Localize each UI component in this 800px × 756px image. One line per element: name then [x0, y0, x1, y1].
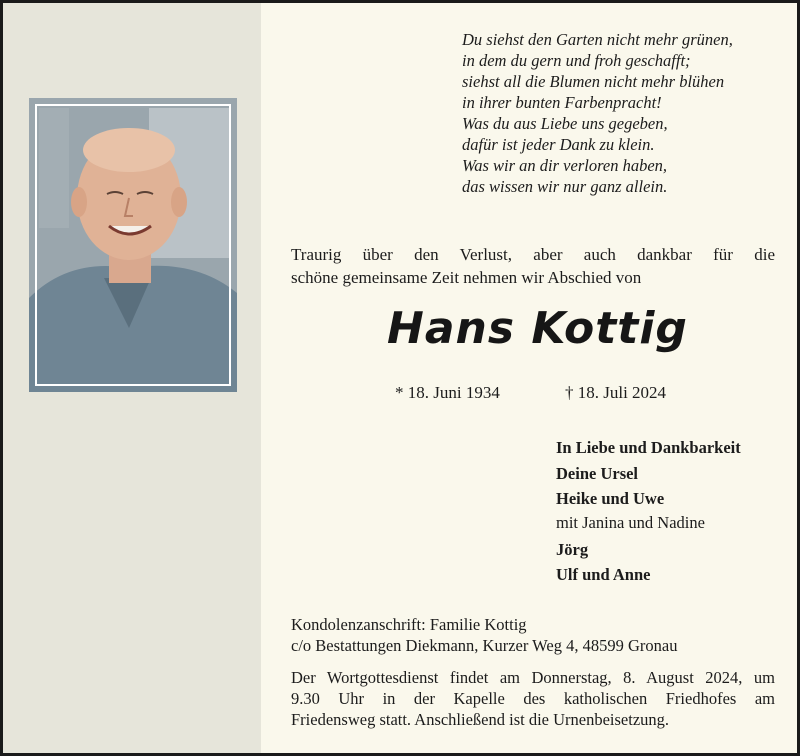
poem-line: Was du aus Liebe uns gegeben,: [462, 114, 668, 133]
poem-line: das wissen wir nur ganz allein.: [462, 177, 668, 196]
poem-line: Was wir an dir verloren haben,: [462, 156, 668, 175]
intro-text: [291, 243, 775, 289]
contact-line: Kondolenzanschrift: Familie Kottig: [291, 615, 527, 634]
intro-line: Traurig über den Verlust, aber auch dankbar für die: [291, 245, 775, 264]
family-member: Ulf und Anne: [556, 565, 651, 584]
poem-line: dafür ist jeder Dank zu klein.: [462, 135, 655, 154]
family-heading: In Liebe und Dankbarkeit: [556, 438, 741, 457]
photo-frame-border: [35, 104, 231, 386]
family-member: Heike und Uwe: [556, 489, 665, 508]
death-date: † 18. Juli 2024: [565, 383, 667, 402]
family-member: Jörg: [556, 539, 589, 559]
poem: [462, 29, 782, 197]
condolence-address: [291, 614, 775, 656]
family-member-sub: mit Janina und Nadine: [556, 512, 705, 532]
deceased-name: Hans Kottig: [387, 303, 688, 354]
poem-line: in ihrer bunten Farbenpracht!: [462, 93, 662, 112]
poem-line: siehst all die Blumen nicht mehr blühen: [462, 72, 725, 91]
poem-line: Du siehst den Garten nicht mehr grünen,: [462, 30, 733, 49]
contact-line: c/o Bestattungen Diekmann, Kurzer Weg 4, 48599 Gronau: [291, 636, 678, 655]
poem-line: in dem du gern und froh geschafft;: [462, 51, 691, 70]
family-signatures: [556, 435, 786, 588]
family-member: Deine Ursel: [556, 463, 639, 483]
service-line: Der Wortgottesdienst findet am Donnerstag, 8. August 2024, um: [291, 668, 775, 687]
intro-line: schöne gemeinsame Zeit nehmen wir Abschied von: [291, 268, 642, 287]
service-info: [291, 667, 775, 730]
service-line: 9.30 Uhr in der Kapelle des katholischen Friedhofes am: [291, 689, 775, 708]
portrait-photo-icon: [29, 98, 237, 392]
birth-date: * 18. Juni 1934: [395, 383, 500, 402]
service-line: Friedensweg statt. Anschließend ist die Urnenbeisetzung.: [291, 710, 670, 729]
